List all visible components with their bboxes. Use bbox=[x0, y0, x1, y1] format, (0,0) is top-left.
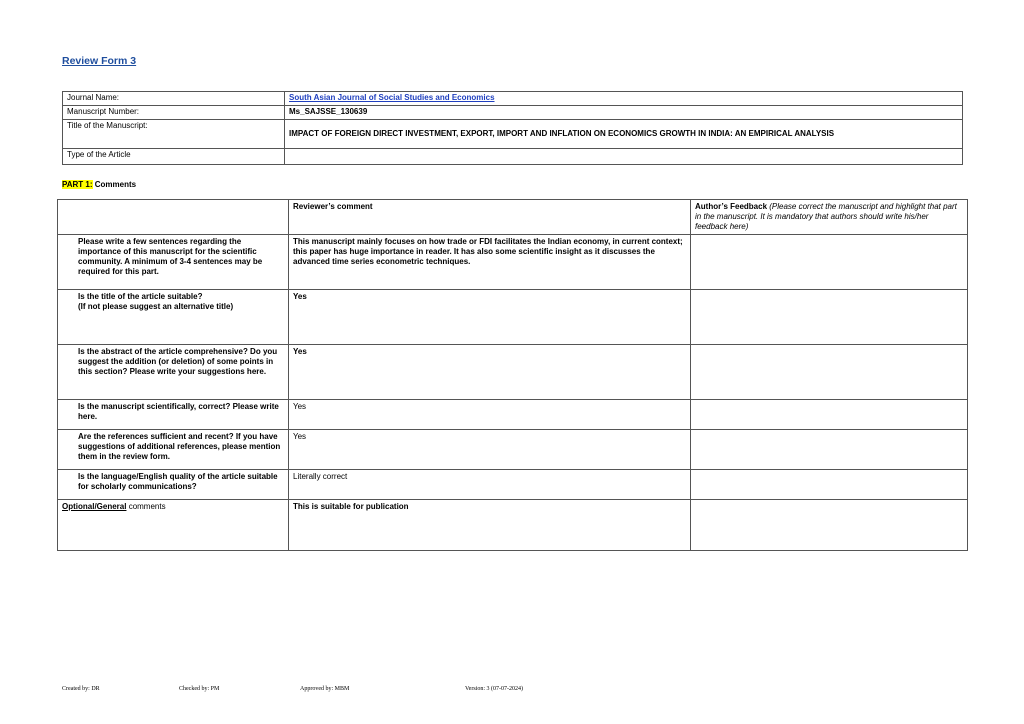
comment-row-optional bbox=[58, 500, 968, 551]
comment-row bbox=[58, 345, 968, 400]
form-title: Review Form 3 bbox=[62, 55, 137, 67]
answer-scientific: Yes bbox=[289, 400, 691, 430]
footer-version: Version: 3 (07-07-2024) bbox=[465, 686, 523, 692]
journal-name-link[interactable]: South Asian Journal of Social Studies and Economics bbox=[289, 93, 495, 102]
comment-row bbox=[58, 235, 968, 290]
optional-general-label-rest: comments bbox=[126, 502, 166, 511]
comment-row bbox=[58, 290, 968, 345]
manuscript-title-value: IMPACT OF FOREIGN DIRECT INVESTMENT, EXPORT, IMPORT AND INFLATION ON ECONOMICS GROWTH IN INDIA: AN EMPIRICAL ANALYSIS bbox=[285, 120, 963, 149]
author-feedback-instructions: (Please correct the manuscript and highlight that part in the manuscript. It is mandatory that authors should write his/her feedback here) bbox=[695, 202, 957, 231]
reviewer-comment-header: Reviewer’s comment bbox=[289, 200, 691, 235]
manuscript-title-label: Title of the Manuscript: bbox=[63, 120, 285, 149]
answer-importance: This manuscript mainly focuses on how trade or FDI facilitates the Indian economy, in current context; this paper has huge importance in reader. It has also some scientific insight as it discusses the advanced time series econometric techniques. bbox=[289, 235, 691, 290]
feedback-references[interactable] bbox=[691, 430, 968, 470]
part1-label: PART 1: bbox=[62, 180, 93, 189]
question-references: Are the references sufficient and recent? If you have suggestions of additional references, please mention them in the review form. bbox=[58, 430, 289, 470]
part1-title: Comments bbox=[92, 180, 137, 189]
comments-header-row bbox=[58, 200, 968, 235]
manuscript-number-label: Manuscript Number: bbox=[63, 106, 285, 120]
feedback-importance[interactable] bbox=[691, 235, 968, 290]
info-row-manuscript-number bbox=[63, 106, 963, 120]
question-title-line1: Is the title of the article suitable? (If not please suggest an alternative title) bbox=[78, 292, 234, 311]
journal-name-label: Journal Name: bbox=[63, 92, 285, 106]
answer-references: Yes bbox=[289, 430, 691, 470]
feedback-abstract[interactable] bbox=[691, 345, 968, 400]
header-blank-cell bbox=[58, 200, 289, 235]
comments-table bbox=[57, 199, 968, 551]
footer-approved-by: Approved by: MBM bbox=[300, 686, 350, 692]
comment-row bbox=[58, 400, 968, 430]
optional-general-label-underlined: Optional/General bbox=[62, 502, 127, 511]
optional-general-label bbox=[58, 500, 289, 551]
manuscript-number-value: Ms_SAJSSE_130639 bbox=[285, 106, 963, 120]
answer-language: Literally correct bbox=[289, 470, 691, 500]
feedback-title[interactable] bbox=[691, 290, 968, 345]
part1-heading bbox=[62, 180, 136, 189]
answer-title: Yes bbox=[289, 290, 691, 345]
footer-checked-by: Checked by: PM bbox=[179, 686, 220, 692]
author-feedback-title: Author’s Feedback bbox=[695, 202, 768, 211]
info-row-type bbox=[63, 149, 963, 165]
feedback-scientific[interactable] bbox=[691, 400, 968, 430]
optional-general-answer: This is suitable for publication bbox=[289, 500, 691, 551]
question-abstract: Is the abstract of the article comprehensive? Do you suggest the addition (or deletion) of some points in this section? Please write your suggestions here. bbox=[58, 345, 289, 400]
feedback-language[interactable] bbox=[691, 470, 968, 500]
question-scientific: Is the manuscript scientifically, correct? Please write here. bbox=[58, 400, 289, 430]
article-type-value bbox=[285, 149, 963, 165]
manuscript-info-table bbox=[62, 91, 963, 165]
article-type-label: Type of the Article bbox=[63, 149, 285, 165]
optional-general-feedback[interactable] bbox=[691, 500, 968, 551]
info-row-title bbox=[63, 120, 963, 149]
question-language: Is the language/English quality of the article suitable for scholarly communications? bbox=[58, 470, 289, 500]
comment-row bbox=[58, 470, 968, 500]
comment-row bbox=[58, 430, 968, 470]
footer-created-by: Created by: DR bbox=[62, 686, 100, 692]
author-feedback-header bbox=[691, 200, 968, 235]
info-row-journal bbox=[63, 92, 963, 106]
question-importance: Please write a few sentences regarding the importance of this manuscript for the scientific community. A minimum of 3-4 sentences may be required for this part. bbox=[58, 235, 289, 290]
question-title bbox=[58, 290, 289, 345]
answer-abstract: Yes bbox=[289, 345, 691, 400]
